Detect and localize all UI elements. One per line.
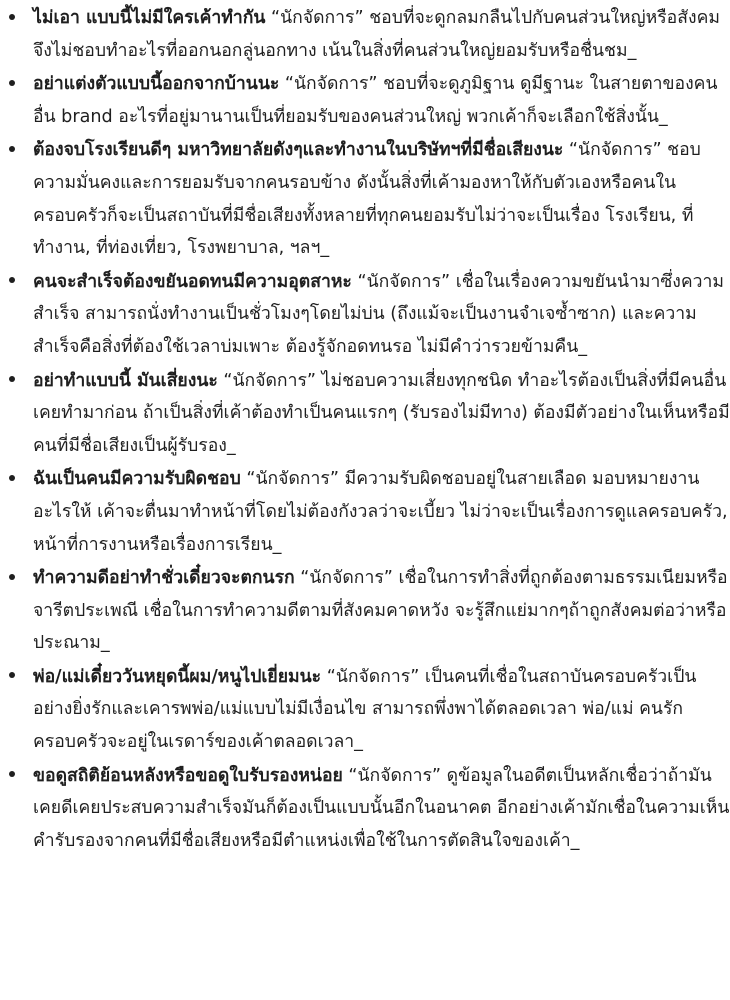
item-headline: ทำความดีอย่าทำชั่วเดี๋ยวจะตกนรก [33, 568, 295, 589]
item-text: “นักจัดการ” ชอบที่จะดูกลมกลืนไปกับคนส่วนใหญ่หรือสังคม จึงไม่ชอบทำอะไรที่ออกนอกลู่นอกทาง เน้นในสิ่งที่คนส่วนใหญ่ยอมรับหรือชื่นชม_ [33, 8, 720, 61]
list-item [6, 266, 730, 364]
item-text: “นักจัดการ” เชื่อในเรื่องความขยันนำมาซึ่งความสำเร็จ สามารถนั่งทำงานเป็นชั่วโมงๆโดยไม่บ่น (ถึงแม้จะเป็นงานจำเจซ้ำซาก) และความสำเร็จคือสิ่งที่ต้องใช้เวลาบ่มเพาะ ต้องรู้จักอดทนรอ ไม่มีคำว่ารวยข้ามคืน_ [33, 271, 724, 357]
list-item [6, 365, 730, 463]
item-headline: อย่าแต่งตัวแบบนี้ออกจากบ้านนะ [33, 74, 280, 95]
list-item [6, 463, 730, 561]
bullet-icon [6, 134, 33, 167]
bullet-icon [6, 68, 33, 101]
list-item [6, 760, 730, 858]
bullet-icon [6, 661, 33, 694]
item-headline: ไม่เอา แบบนี้ไม่มีใครเค้าทำกัน [33, 8, 266, 28]
list-item [6, 661, 730, 759]
bullet-list [6, 0, 730, 857]
item-headline: คนจะสำเร็จต้องขยันอดทนมีความอุตสาหะ [33, 271, 352, 292]
item-text: “นักจัดการ” ชอบที่จะดูภูมิฐาน ดูมีฐานะ ในสายตาของคนอื่น brand อะไรที่อยู่มานานเป็นที่ยอมรับของคนส่วนใหญ่ พวกเค้าก็จะเลือกใช้สิ่งนั้น_ [33, 74, 718, 127]
bullet-icon [6, 562, 33, 595]
list-item [6, 134, 730, 264]
item-text: “นักจัดการ” ดูข้อมูลในอดีตเป็นหลักเชื่อว่าถ้ามันเคยดีเคยประสบความสำเร็จมันก็ต้องเป็นแบบนั้นอีกในอนาคต อีกอย่างเค้ามักเชื่อในความเห็น คำรับรองจากคนที่มีชื่อเสียงหรือมีตำแหน่งเพื่อใช้ในการตัดสินใจของเค้า_ [33, 765, 730, 851]
list-item [6, 562, 730, 660]
item-text: “นักจัดการ” ไม่ชอบความเสี่ยงทุกชนิด ทำอะไรต้องเป็นสิ่งที่มีคนอื่นเคยทำมาก่อน ถ้าเป็นสิ่งที่เค้าต้องทำเป็นคนแรกๆ (รับรองไม่มีทาง) ต้องมีตัวอย่างในเห็นหรือมีคนที่มีชื่อเสียงเป็นผู้รับรอง_ [33, 370, 730, 456]
bullet-icon [6, 365, 33, 398]
bullet-icon [6, 2, 33, 35]
item-text: “นักจัดการ” ชอบความมั่นคงและการยอมรับจากคนรอบข้าง ดังนั้นสิ่งที่เค้ามองหาให้กับตัวเองหรือคนในครอบครัวก็จะเป็นสถาบันที่มีชื่อเสียงทั้งหลายที่ทุกคนยอมรับไม่ว่าจะเป็นเรื่อง โรงเรียน, ที่ทำงาน, ที่ท่องเที่ยว, โรงพยาบาล, ฯลฯ_ [33, 140, 701, 259]
bullet-icon [6, 760, 33, 793]
item-headline: ขอดูสถิติย้อนหลังหรือขอดูใบรับรองหน่อย [33, 765, 343, 786]
item-headline: ฉันเป็นคนมีความรับผิดชอบ [33, 469, 241, 490]
list-item [6, 68, 730, 133]
item-headline: อย่าทำแบบนี้ มันเสี่ยงนะ [33, 370, 218, 391]
item-text: “นักจัดการ” เชื่อในการทำสิ่งที่ถูกต้องตามธรรมเนียมหรือจารีตประเพณี เชื่อในการทำความดีตามที่สังคมคาดหวัง จะรู้สึกแย่มากๆถ้าถูกสังคมต่อว่าหรือประณาม_ [33, 568, 728, 654]
item-headline: พ่อ/แม่เดี๋ยววันหยุดนี้ผม/หนูไปเยี่ยมนะ [33, 666, 322, 687]
bullet-icon [6, 463, 33, 496]
item-text: “นักจัดการ” มีความรับผิดชอบอยู่ในสายเลือด มอบหมายงานอะไรให้ เค้าจะตื่นมาทำหน้าที่โดยไม่ต้องกังวลว่าจะเบี้ยว ไม่ว่าจะเป็นเรื่องการดูแลครอบครัว, หน้าที่การงานหรือเรื่องการเรียน_ [33, 469, 728, 555]
item-text: “นักจัดการ” เป็นคนที่เชื่อในสถาบันครอบครัวเป็นอย่างยิ่งรักและเคารพพ่อ/แม่แบบไม่มีเงื่อนไข สามารถพึ่งพาได้ตลอดเวลา พ่อ/แม่ คนรัก ครอบครัวจะอยู่ในเรดาร์ของเค้าตลอดเวลา_ [33, 666, 697, 753]
list-item [6, 2, 730, 67]
bullet-icon [6, 266, 33, 299]
item-headline: ต้องจบโรงเรียนดีๆ มหาวิทยาลัยดังๆและทำงานในบริษัทฯที่มีชื่อเสียงนะ [33, 140, 564, 161]
